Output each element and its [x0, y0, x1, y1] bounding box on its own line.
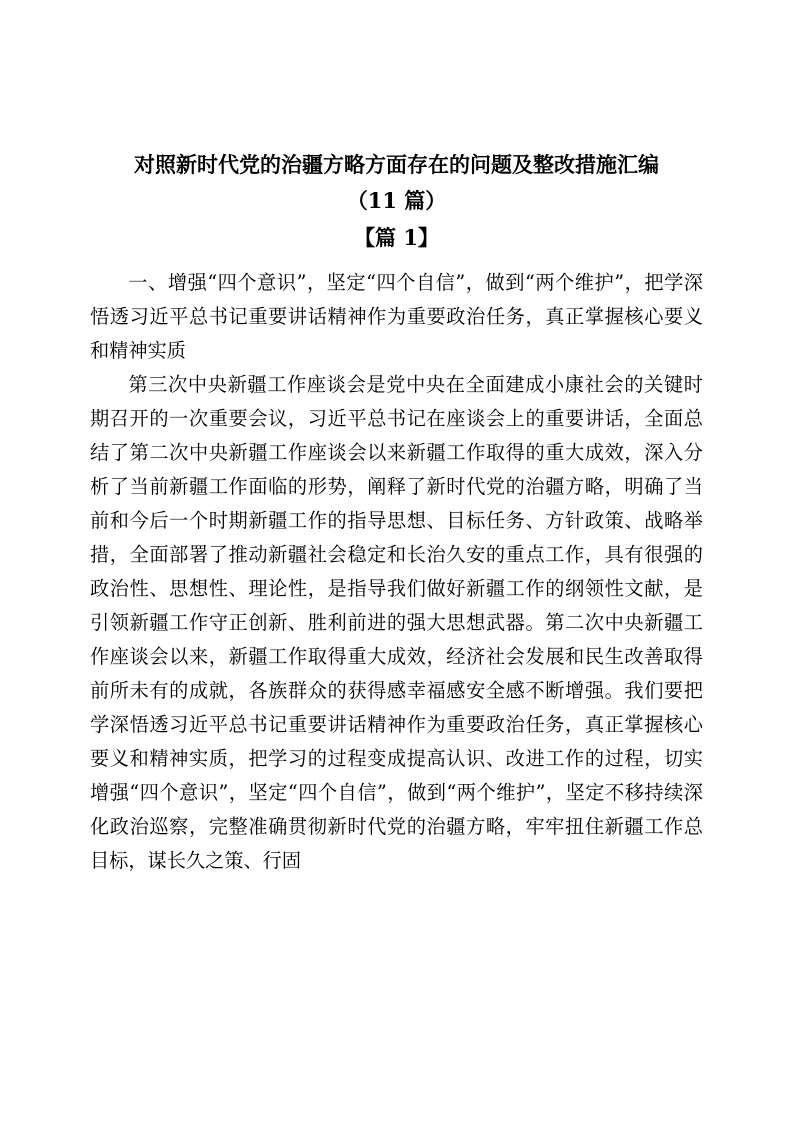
document-subtitle: （11 篇） [346, 188, 447, 213]
document-body [90, 266, 703, 878]
document-title: 对照新时代党的治疆方略方面存在的问题及整改措施汇编 [134, 152, 659, 177]
body-paragraph: 第三次中央新疆工作座谈会是党中央在全面建成小康社会的关键时期召开的一次重要会议，习近平总书记在座谈会上的重要讲话，全面总结了第二次中央新疆工作座谈会以来新疆工作取得的重大成效，深入分析了当前新疆工作面临的形势，阐释了新时代党的治疆方略，明确了当前和今后一个时期新疆工作的指导思想、目标任务、方针政策、战略举措，全面部署了推动新疆社会稳定和长治久安的重点工作，具有很强的政治性、思想性、理论性，是指导我们做好新疆工作的纲领性文献，是引领新疆工作守正创新、胜利前进的强大思想武器。第二次中央新疆工作座谈会以来，新疆工作取得重大成效，经济社会发展和民生改善取得前所未有的成就，各族群众的获得感幸福感安全感不断增强。我们要把学深悟透习近平总书记重要讲话精神作为重要政治任务，真正掌握核心要义和精神实质，把学习的过程变成提高认识、改进工作的过程，切实增强“四个意识”，坚定“四个自信”，做到“两个维护”，坚定不移持续深化政治巡察，完整准确贯彻新时代党的治疆方略，牢牢扭住新疆工作总目标，谋长久之策、行固 [90, 373, 703, 872]
heading-paragraph: 一、增强“四个意识”，坚定“四个自信”，做到“两个维护”，把学深悟透习近平总书记重要讲话精神作为重要政治任务，真正掌握核心要义和精神实质 [90, 271, 703, 362]
section-label: 【篇 1】 [354, 225, 439, 250]
